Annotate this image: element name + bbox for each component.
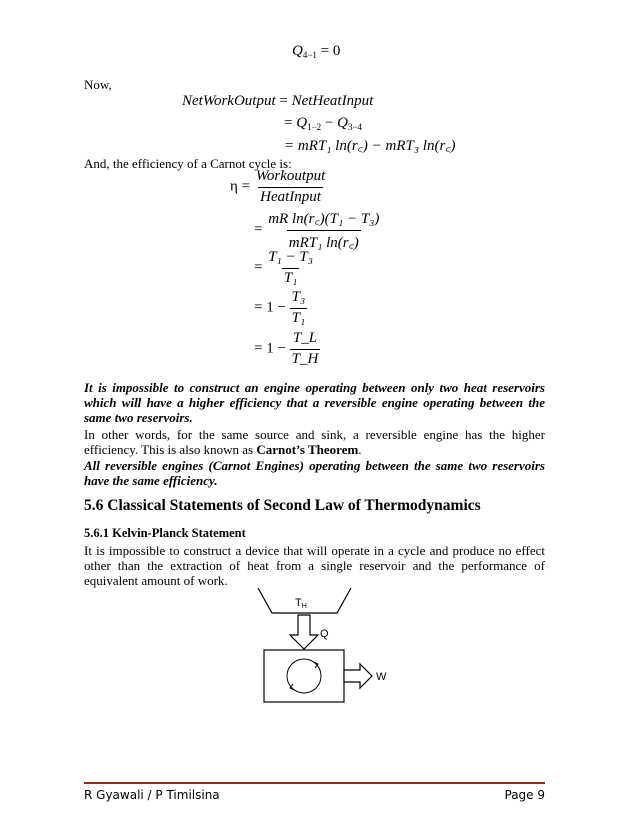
- heat-engine-diagram: [250, 585, 410, 710]
- reservoir-label: TH: [295, 597, 307, 610]
- engine-box: [264, 650, 344, 702]
- equation-efficiency-3: = $\frac{\text{T₁ − T₃}}{\text{T₁}}$: [254, 249, 313, 286]
- equation-efficiency-5: = 1 − $\frac{T\_L}{T\_H}$: [254, 330, 319, 367]
- efficiency-intro: And, the efficiency of a Carnot cycle is:: [84, 156, 292, 171]
- now-label: Now,: [84, 77, 112, 92]
- heat-label: Q: [320, 628, 329, 640]
- kelvin-planck-text: It is impossible to construct a device that will operate in a cycle and produce no effect other than the extraction of heat from a single reservoir and the performance of equivalent amount of work.: [84, 543, 545, 588]
- work-arrow: [344, 664, 372, 688]
- equation-net-work-line3: = mRT₁ ln(r꜀) − mRT₃ ln(r꜀): [284, 138, 456, 154]
- carnot-statement-3: All reversible engines (Carnot Engines) operating between the same two reservoirs have the same efficiency.: [84, 458, 545, 488]
- subsection-heading: 5.6.1 Kelvin-Planck Statement: [84, 526, 246, 540]
- section-heading: 5.6 Classical Statements of Second Law of Thermodynamics: [84, 497, 481, 514]
- equation-net-work: NetWorkOutput = NetHeatInput: [182, 93, 374, 109]
- equation-q41: $Q_{4-1} = 0$: [292, 43, 341, 60]
- footer-authors: R Gyawali / P Timilsina: [84, 788, 220, 802]
- heat-arrow: [290, 615, 318, 649]
- footer-rule: [84, 782, 545, 784]
- footer-page-number: Page 9: [504, 788, 545, 802]
- carnot-statement-2: In other words, for the same source and sink, a reversible engine has the higher efficiency. This is also known as Carnot’s Theorem.: [84, 427, 545, 457]
- work-label: W: [376, 671, 387, 683]
- equation-efficiency-2: = $\frac{\text{mR ln(r꜀)(T₁ − T₃)}}{\text{mRT₁ ln(r꜀)}}$: [254, 211, 380, 251]
- equation-efficiency-4: = 1 − $\frac{\text{T₃}}{\text{T₁}}$: [254, 289, 306, 326]
- carnot-statement-1: It is impossible to construct an engine operating between only two heat reservoirs which will have a higher efficiency that a reversible engine operating between the same two reservoirs.: [84, 380, 545, 425]
- equation-net-work-line2: = $Q_{1-2} - Q_{3-4}$: [284, 115, 363, 132]
- equation-efficiency-1: η = $\frac{\text{Workoutput}}{\text{HeatInput}}$: [230, 168, 326, 205]
